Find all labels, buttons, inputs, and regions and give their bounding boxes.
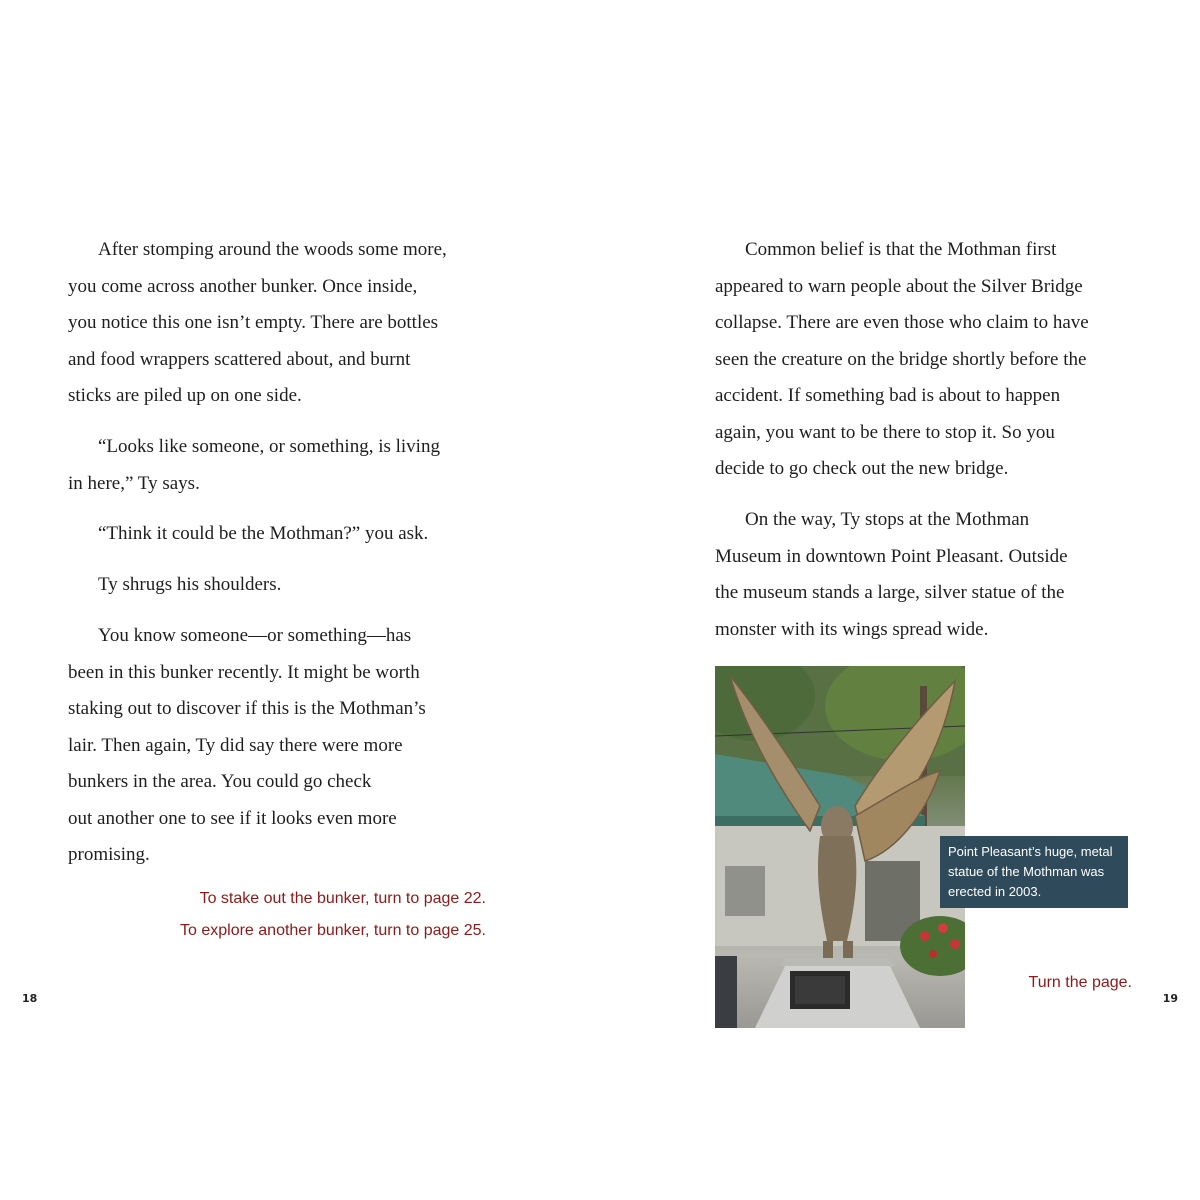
statue-illustration: [715, 666, 965, 1028]
paragraph: On the way, Ty stops at the Mothman Museum in downtown Point Pleasant. Outside the museum stands a large, silver statue of the monster with its wings spread wide.: [715, 509, 1068, 640]
paragraph: After stomping around the woods some more, you come across another bunker. Once inside, you notice this one isn’t empty. There are bottles and food wrappers scattered about, and burnt sticks are piled up on one side.: [68, 239, 447, 406]
page-number: 19: [1162, 992, 1178, 1005]
right-page: [600, 0, 1200, 1200]
page-number: 18: [22, 992, 38, 1005]
paragraph: Ty shrugs his shoulders.: [98, 574, 282, 595]
paragraph: “Think it could be the Mothman?” you ask.: [98, 523, 429, 544]
paragraph: “Looks like someone, or something, is living in here,” Ty says.: [68, 436, 440, 494]
turn-the-page-link[interactable]: Turn the page.: [1028, 974, 1132, 991]
paragraph: Common belief is that the Mothman first appeared to warn people about the Silver Bridge collapse. There are even those who claim to have seen the creature on the bridge shortly before the accident. If something bad is about to happen again, you want to be there to stop it. So you decide to go check out the new bridge.: [715, 239, 1089, 479]
photo-caption: Point Pleasant’s huge, metal statue of the Mothman was erected in 2003.: [940, 836, 1128, 908]
mothman-statue-photo: [715, 666, 965, 1028]
choice-explore-bunker[interactable]: To explore another bunker, turn to page 25.: [180, 922, 486, 939]
paragraph: You know someone—or something—has been in this bunker recently. It might be worth staking out to discover if this is the Mothman’s lair. Then again, Ty did say there were more bunkers in the area. You could go check out another one to see if it looks even more promising.: [68, 625, 426, 865]
choice-stake-out[interactable]: To stake out the bunker, turn to page 22.: [199, 890, 486, 907]
